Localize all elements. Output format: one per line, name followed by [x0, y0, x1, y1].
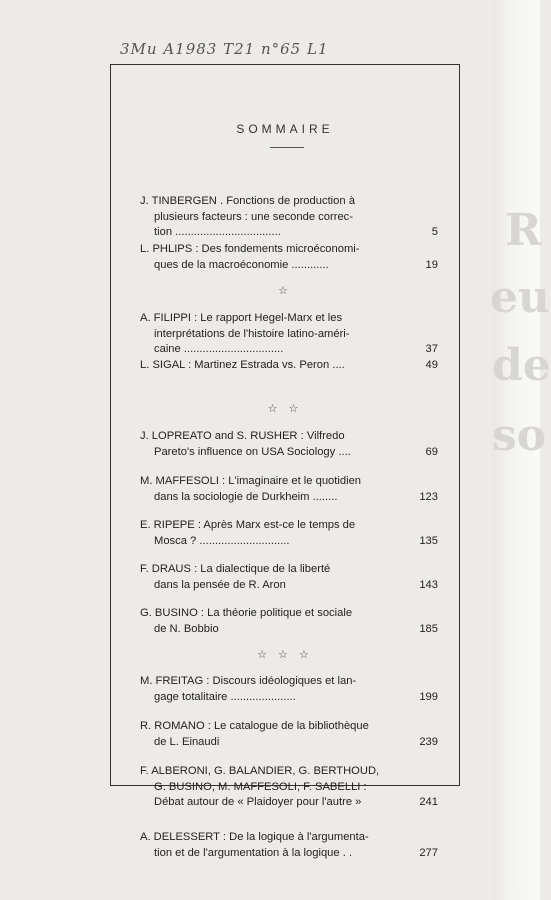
toc-entry[interactable]	[140, 674, 438, 705]
toc-entry-line: de N. Bobbio	[154, 622, 219, 635]
toc-entry-text	[140, 562, 402, 593]
toc-entry-line: M. MAFFESOLI : L'imaginaire et le quotidien	[140, 475, 362, 487]
toc-entry-line: gage totalitaire .....................	[154, 690, 296, 703]
toc-entry[interactable]	[140, 194, 438, 241]
toc-entry[interactable]	[140, 830, 438, 861]
toc-entry-text	[140, 719, 402, 750]
toc-entry-line: G. BUSINO : La théorie politique et sociale	[140, 607, 353, 619]
contents-title: SOMMAIRE	[236, 122, 334, 136]
toc-entry[interactable]	[140, 719, 438, 750]
toc-entry[interactable]	[140, 429, 438, 460]
toc-entry[interactable]	[140, 518, 438, 549]
toc-entry-line: plusieurs facteurs : une seconde correc-	[154, 210, 353, 223]
bleed-letter-2: eu	[490, 272, 550, 323]
toc-entry-text	[140, 606, 402, 637]
toc-page-number: 277	[419, 846, 438, 859]
toc-entry-text	[140, 311, 402, 358]
toc-entry-text	[140, 674, 402, 705]
toc-page-number: 123	[419, 490, 438, 503]
toc-entry-line: R. ROMANO : Le catalogue de la bibliothèque	[140, 720, 369, 732]
toc-entry-line: A. FILIPPI : Le rapport Hegel-Marx et les	[140, 312, 343, 324]
toc-page-number: 199	[419, 690, 438, 703]
toc-entry-line: interprétations de l'histoire latino-améri-	[154, 327, 350, 340]
separator-stars: ☆	[278, 285, 292, 297]
toc-page-number: 69	[425, 445, 438, 458]
toc-entry-text	[140, 830, 402, 861]
toc-entry-line: G. BUSINO, M. MAFFESOLI, F. SABELLI :	[154, 780, 367, 793]
toc-entry-line: caine ................................	[154, 343, 284, 356]
toc-page-number: 37	[425, 343, 438, 356]
toc-entry-line: Débat autour de « Plaidoyer pour l'autre »	[154, 796, 362, 809]
toc-entry-line: F. ALBERONI, G. BALANDIER, G. BERTHOUD,	[140, 765, 380, 777]
toc-entry-line: L. SIGAL : Martinez Estrada vs. Peron ....	[140, 359, 345, 371]
toc-entry[interactable]	[140, 474, 438, 505]
toc-entry-line: F. DRAUS : La dialectique de la liberté	[140, 563, 331, 575]
toc-entry[interactable]	[140, 311, 438, 358]
toc-entry-line: dans la sociologie de Durkheim ........	[154, 490, 338, 503]
toc-entry-line: tion ..................................	[154, 226, 281, 239]
toc-entry-line: de L. Einaudi	[154, 735, 220, 748]
toc-entry-line: dans la pensée de R. Aron	[154, 578, 286, 591]
toc-entry-line: E. RIPEPE : Après Marx est-ce le temps de	[140, 519, 356, 531]
toc-entry-text	[140, 429, 402, 460]
toc-entry-text	[140, 242, 402, 273]
toc-entry[interactable]	[140, 606, 438, 637]
toc-entry-text	[140, 764, 402, 811]
title-rule	[270, 147, 304, 148]
toc-entry-text	[140, 358, 402, 374]
toc-entry-text	[140, 194, 402, 241]
toc-entry-line: J. LOPREATO and S. RUSHER : Vilfredo	[140, 430, 345, 442]
toc-entry[interactable]	[140, 358, 438, 374]
separator-stars: ☆ ☆	[267, 403, 303, 415]
toc-entry[interactable]	[140, 242, 438, 273]
toc-entry-line: A. DELESSERT : De la logique à l'argumenta-	[140, 831, 369, 843]
separator-stars: ☆ ☆ ☆	[257, 649, 313, 661]
toc-entry-line: L. PHLIPS : Des fondements microéconomi-	[140, 243, 360, 255]
toc-page-number: 239	[419, 735, 438, 748]
toc-page-number: 241	[419, 796, 438, 809]
toc-page-number: 185	[419, 622, 438, 635]
toc-entry[interactable]	[140, 764, 438, 811]
toc-entry-line: Pareto's influence on USA Sociology ....	[154, 445, 351, 458]
toc-page-number: 49	[425, 359, 438, 371]
toc-entry-line: tion et de l'argumentation à la logique . .	[154, 846, 353, 859]
bleed-letter-1: R	[505, 205, 542, 256]
bleed-letter-4: so	[492, 410, 547, 461]
toc-entry-line: Mosca ? .............................	[154, 534, 290, 547]
toc-entry-text	[140, 474, 402, 505]
handwritten-call-number: 3Mu A1983 T21 n°65 L1	[120, 40, 329, 58]
toc-entry-line: J. TINBERGEN . Fonctions de production à	[140, 195, 355, 207]
toc-entry-text	[140, 518, 402, 549]
bleed-letter-3: de	[492, 340, 551, 391]
toc-page-number: 143	[419, 578, 438, 591]
toc-page-number: 135	[419, 534, 438, 547]
toc-entry-line: M. FREITAG : Discours idéologiques et lan-	[140, 675, 357, 687]
toc-entry[interactable]	[140, 562, 438, 593]
toc-page-number: 19	[425, 258, 438, 271]
toc-page-number: 5	[431, 226, 438, 239]
toc-entry-line: ques de la macroéconomie ............	[154, 258, 329, 271]
